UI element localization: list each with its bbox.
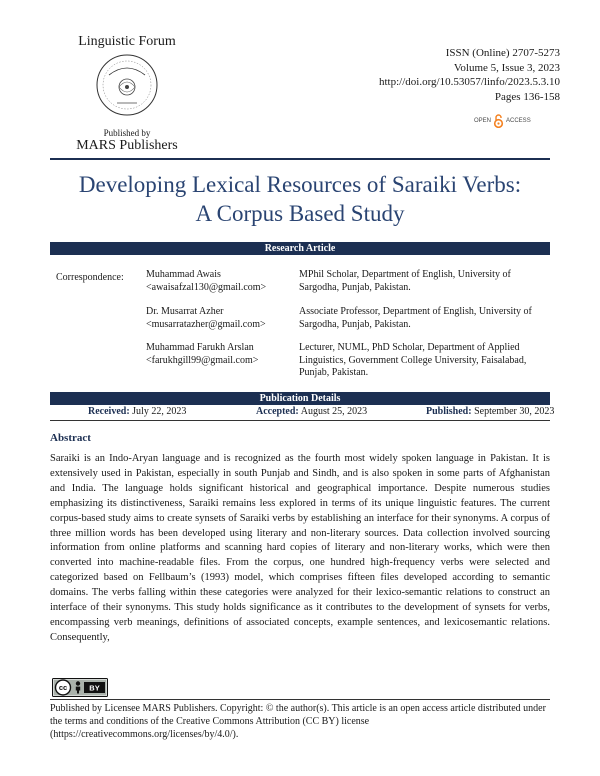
cc-text: cc	[58, 683, 68, 693]
author-email[interactable]: <awaisafzal130@gmail.com>	[146, 281, 267, 293]
abstract-text: Saraiki is an Indo-Aryan language and is recognized as the fourth most widely spoken language in Pakistan. It is extensively used in Pakistan, especially in south Punjab and Sindh, and is also spoken in some parts of Afghanistan and India. The language holds significant historical and geographical importance. Despite numerous studies emphasizing its distinctiveness, Saraiki remains less explored in terms of its unique linguistic features. The current corpus-based study aims to create synsets of Saraiki verbs by establishing an interface for their synonyms. A corpus of three million words has been developed using literary and non-literary sources. Data collection involved sourcing information from online platforms and scanning hard copies of literary and non-literary works, which were then converted into machine-readable files. From the corpus, one hundred high-frequency verbs were selected and categorized based on Fellbaum’s (1993) model, which comprises fifteen files developed according to semantic domains. The verbs falling within these categories were analyzed for their lexico-semantic relations to construct an interface of their synonyms. This study holds significance as it contributes to the development of synsets for verbs, encompassing verb meanings, definitions of associated concepts, example sentences, and lexicosemantic relations. Consequently,	[50, 453, 550, 643]
received-label: Received:	[88, 406, 130, 417]
issue-metadata	[379, 46, 560, 104]
author-entry	[146, 306, 266, 331]
published-date	[426, 406, 554, 417]
correspondence-label: Correspondence:	[56, 272, 124, 283]
accepted-date	[256, 406, 367, 417]
author-affiliation: MPhil Scholar, Department of English, University of Sargodha, Punjab, Pakistan.	[299, 269, 511, 293]
author-affiliation: Lecturer, NUML, PhD Scholar, Department of Applied Linguistics, Government College University, Faisalabad, Punjab, Pakistan.	[299, 342, 527, 378]
cc-by-license-icon[interactable]	[52, 678, 108, 697]
license-divider	[50, 699, 550, 700]
author-email[interactable]: <farukhgill99@gmail.com>	[146, 354, 259, 366]
page-range: Pages 136-158	[494, 90, 560, 103]
volume-issue: Volume 5, Issue 3, 2023	[453, 61, 560, 74]
dates-divider	[50, 420, 550, 421]
by-text: BY	[89, 683, 100, 693]
author-affiliation: Associate Professor, Department of English, University of Sargodha, Punjab, Pakistan.	[299, 306, 532, 330]
publisher-name: MARS Publishers	[76, 138, 178, 153]
published-label: Published:	[426, 406, 472, 417]
abstract-heading: Abstract	[50, 432, 91, 444]
journal-seal-icon	[95, 53, 159, 117]
published-value: September 30, 2023	[474, 406, 555, 417]
received-date	[88, 406, 186, 417]
research-article-bar: Research Article	[50, 242, 550, 255]
open-access-lock-icon	[493, 114, 504, 128]
title-line-1: Developing Lexical Resources of Saraiki Verbs:	[78, 172, 522, 197]
accepted-value: August 25, 2023	[300, 406, 368, 417]
author-entry	[146, 342, 258, 367]
article-title	[50, 170, 550, 228]
author-entry	[146, 269, 266, 294]
author-name: Dr. Musarrat Azher	[146, 306, 224, 317]
author-name: Muhammad Awais	[146, 269, 221, 280]
author-email[interactable]: <musarratazher@gmail.com>	[146, 318, 266, 330]
author-name: Muhammad Farukh Arslan	[146, 342, 254, 353]
open-access-right-label: ACCESS	[506, 118, 531, 124]
journal-name: Linguistic Forum	[78, 34, 176, 49]
header-divider	[50, 158, 550, 160]
title-line-2: A Corpus Based Study	[195, 201, 405, 226]
license-statement: Published by Licensee MARS Publishers. Copyright: © the author(s). This article is an open access article distributed under the terms and conditions of the Creative Commons Attribution (CC BY) license (https://creativecommons.org/licenses/by/4.0/).	[50, 703, 546, 740]
open-access-left-label: OPEN	[474, 118, 492, 124]
received-value: July 22, 2023	[132, 406, 187, 417]
open-access-badge	[474, 114, 531, 128]
issn: ISSN (Online) 2707-5273	[445, 47, 560, 59]
journal-block	[52, 34, 202, 154]
doi-link[interactable]: http://doi.org/10.53057/linfo/2023.5.3.10	[379, 76, 560, 88]
accepted-label: Accepted:	[256, 406, 299, 417]
publication-details-bar: Publication Details	[50, 392, 550, 405]
published-by-label: Published by	[103, 128, 151, 138]
